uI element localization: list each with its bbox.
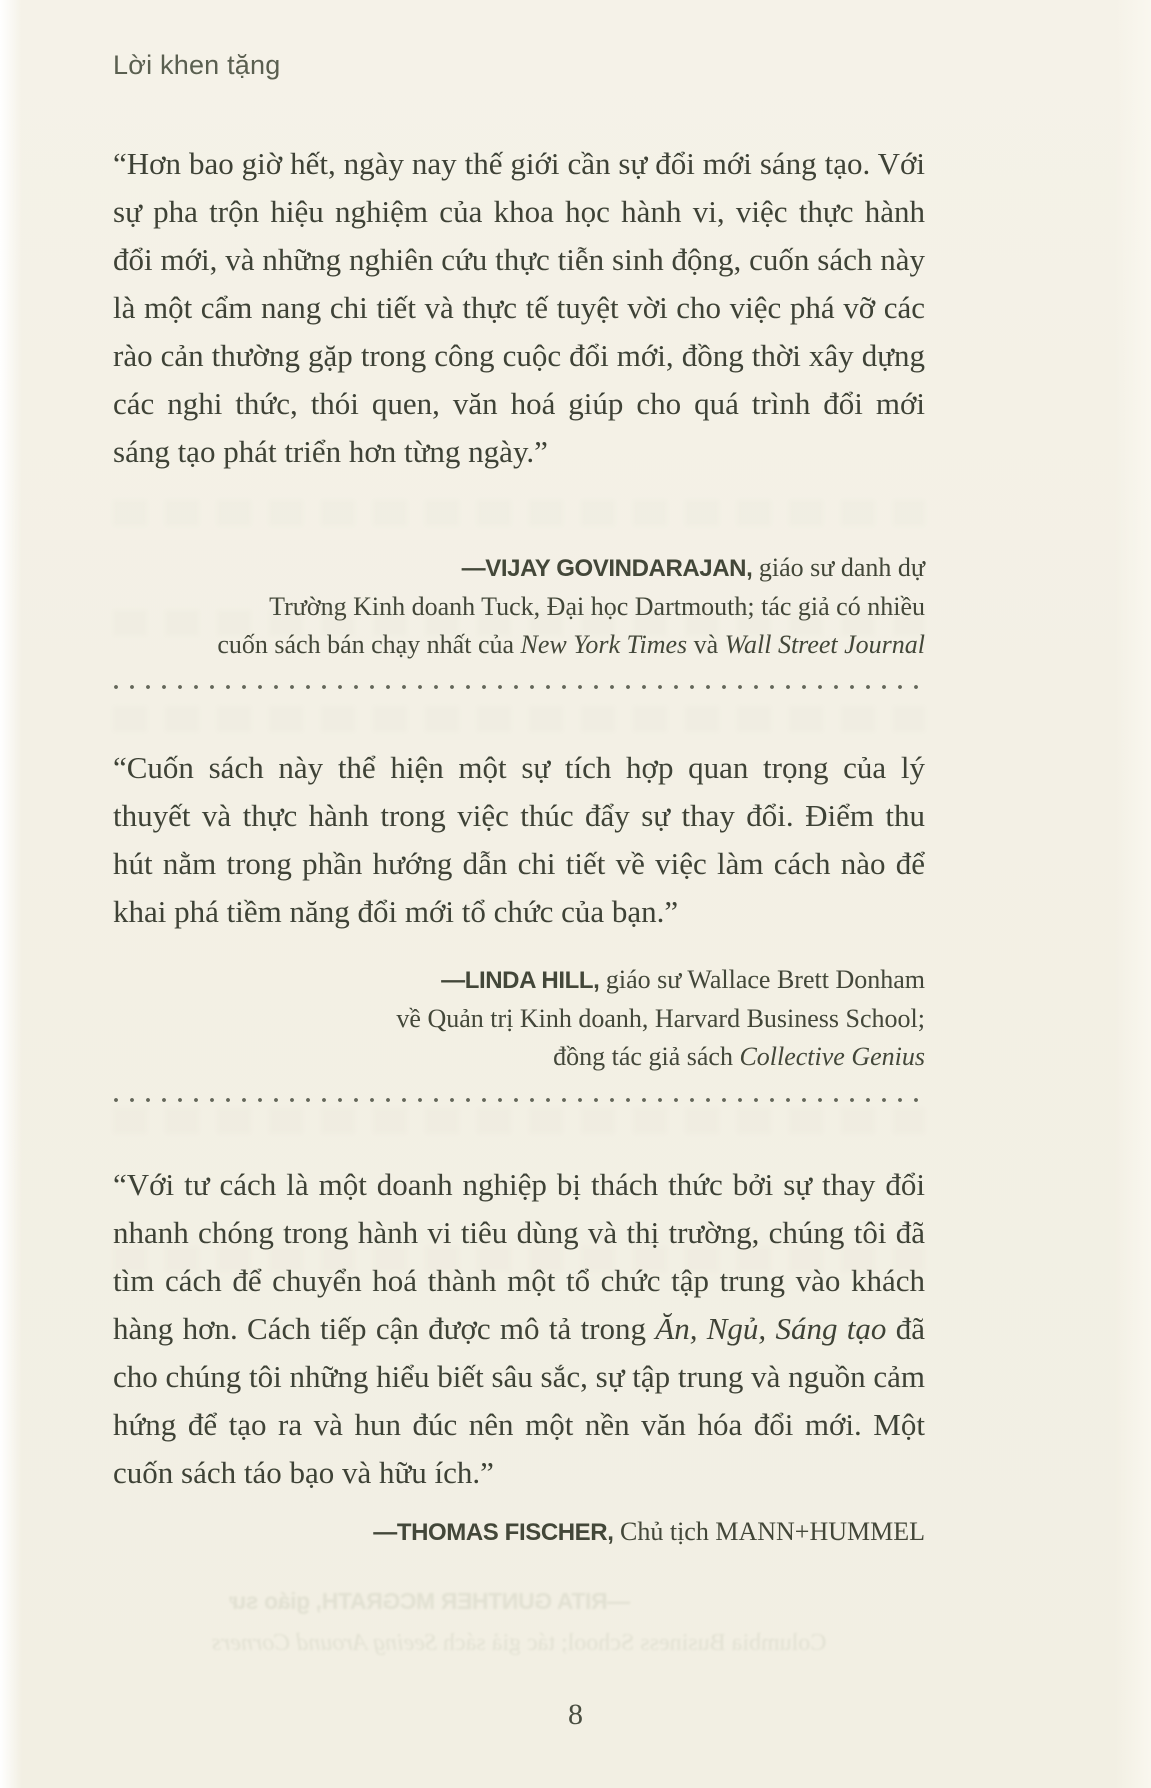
attribution-line: Trường Kinh doanh Tuck, Đại học Dartmouth; tác giả có nhiều: [269, 592, 925, 621]
page-number: 8: [568, 1698, 583, 1731]
attribution-line: —THOMAS FISCHER, Chủ tịch MANN+HUMMEL: [373, 1517, 925, 1546]
bleed-through-stripe: [113, 500, 925, 526]
bleed-through-stripe: [113, 1108, 925, 1134]
dotted-separator: [113, 684, 925, 690]
page-header: Lời khen tặng: [113, 50, 281, 80]
quote-3-attribution: [113, 1513, 925, 1552]
ghost-text-line: Columbia Business School; tác giả sách Seeing Around Corners: [211, 1630, 827, 1656]
quote-2-body: “Cuốn sách này thể hiện một sự tích hợp quan trọng của lý thuyết và thực hành trong việc thúc đẩy sự thay đổi. Điểm thu hút nằm trong phần hướng dẫn chi tiết về việc làm cách nào để khai phá tiềm năng đổi mới tổ chức của bạn.”: [113, 750, 925, 929]
attribution-line: đồng tác giả sách Collective Genius: [553, 1042, 925, 1071]
bleed-through-stripe: [113, 706, 925, 732]
quote-2-attribution: [113, 961, 925, 1076]
dotted-separator: [113, 1097, 925, 1103]
attribution-line: về Quản trị Kinh doanh, Harvard Business School;: [396, 1004, 925, 1033]
quote-1-attribution: [113, 549, 925, 664]
attribution-line: cuốn sách bán chạy nhất của New York Times và Wall Street Journal: [217, 630, 925, 659]
attribution-line: —VIJAY GOVINDARAJAN, giáo sư danh dự: [461, 553, 925, 582]
attribution-line: —LINDA HILL, giáo sư Wallace Brett Donham: [441, 965, 925, 994]
quote-3-body: “Với tư cách là một doanh nghiệp bị thách thức bởi sự thay đổi nhanh chóng trong hành vi tiêu dùng và thị trường, chúng tôi đã tìm cách để chuyển hoá thành một tổ chức tập trung vào khách hàng hơn. Cách tiếp cận được mô tả trong Ăn, Ngủ, Sáng tạo đã cho chúng tôi những hiểu biết sâu sắc, sự tập trung và nguồn cảm hứng để tạo ra và hun đúc nên một nền văn hóa đổi mới. Một cuốn sách táo bạo và hữu ích.”: [113, 1167, 925, 1490]
ghost-text-line: —RITA GUNTHER MCGRATH, giáo sư: [229, 1588, 631, 1614]
quote-1-body: “Hơn bao giờ hết, ngày nay thế giới cần sự đổi mới sáng tạo. Với sự pha trộn hiệu nghiệm của khoa học hành vi, việc thực hành đổi mới, và những nghiên cứu thực tiễn sinh động, cuốn sách này là một cẩm nang chi tiết và thực tế tuyệt vời cho việc phá vỡ các rào cản thường gặp trong công cuộc đổi mới, đồng thời xây dựng các nghi thức, thói quen, văn hoá giúp cho quá trình đổi mới sáng tạo phát triển hơn từng ngày.”: [113, 146, 925, 469]
